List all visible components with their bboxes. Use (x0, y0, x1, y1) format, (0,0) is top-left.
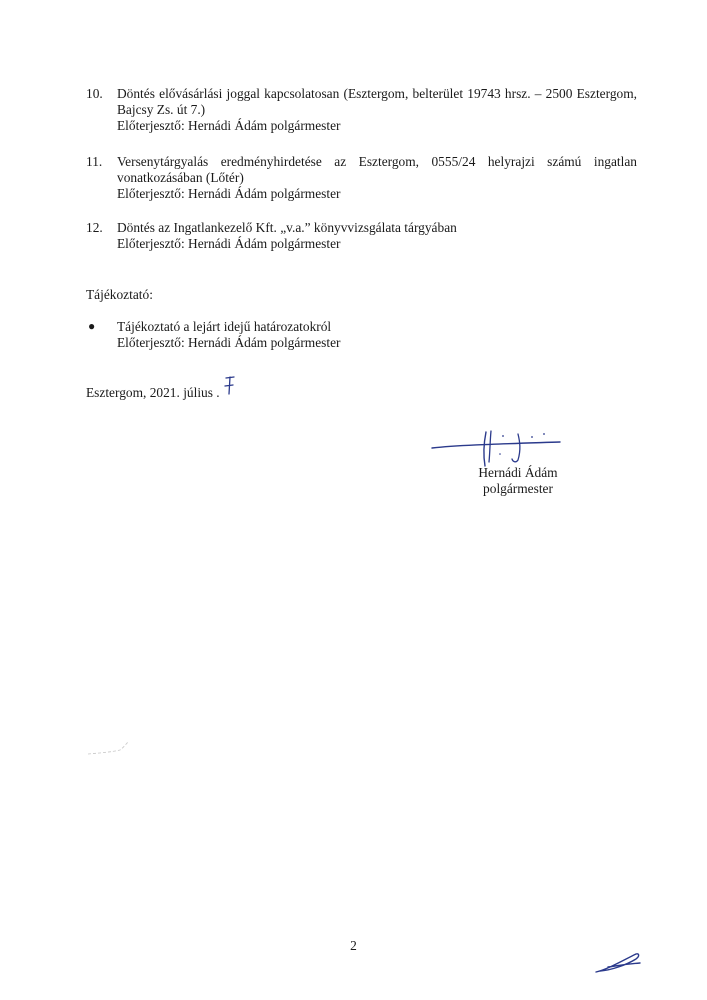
item-number: 10. (86, 86, 103, 101)
information-item-presenter: Előterjesztő: Hernádi Ádám polgármester (117, 335, 341, 350)
page-number: 2 (350, 938, 357, 953)
signatory-block (470, 465, 566, 497)
agenda-item-11 (86, 154, 646, 202)
signatory-name: Hernádi Ádám (478, 465, 558, 480)
item-body (117, 154, 637, 202)
information-item-body (117, 319, 646, 351)
bullet-icon: ● (88, 319, 96, 333)
information-item (86, 319, 646, 351)
item-number: 12. (86, 220, 103, 235)
handwritten-day-mark (223, 374, 237, 396)
information-heading: Tájékoztató: (86, 287, 153, 302)
item-title: Döntés elővásárlási joggal kapcsolatosan (Esztergom, belterület 19743 hrsz. – 2500 Esztergom, Bajcsy Zs. út 7.) (117, 86, 637, 117)
information-item-title: Tájékoztató a lejárt idejű határozatokról (117, 319, 332, 334)
initials-icon (592, 950, 644, 976)
item-presenter: Előterjesztő: Hernádi Ádám polgármester (117, 118, 341, 133)
item-body (117, 86, 637, 134)
item-body (117, 220, 637, 252)
item-presenter: Előterjesztő: Hernádi Ádám polgármester (117, 236, 341, 251)
stray-pen-mark (86, 738, 132, 758)
agenda-item-12 (86, 220, 646, 252)
item-number: 11. (86, 154, 103, 169)
agenda-item-10 (86, 86, 646, 134)
place-date: Esztergom, 2021. július . (86, 385, 220, 400)
item-title: Döntés az Ingatlankezelő Kft. „v.a.” könyvvizsgálata tárgyában (117, 220, 457, 235)
signatory-title: polgármester (483, 481, 553, 496)
item-title: Versenytárgyalás eredményhirdetése az Esztergom, 0555/24 helyrajzi számú ingatlan vonatkozásában (Lőtér) (117, 154, 637, 185)
signature-icon (428, 428, 568, 468)
item-presenter: Előterjesztő: Hernádi Ádám polgármester (117, 186, 341, 201)
